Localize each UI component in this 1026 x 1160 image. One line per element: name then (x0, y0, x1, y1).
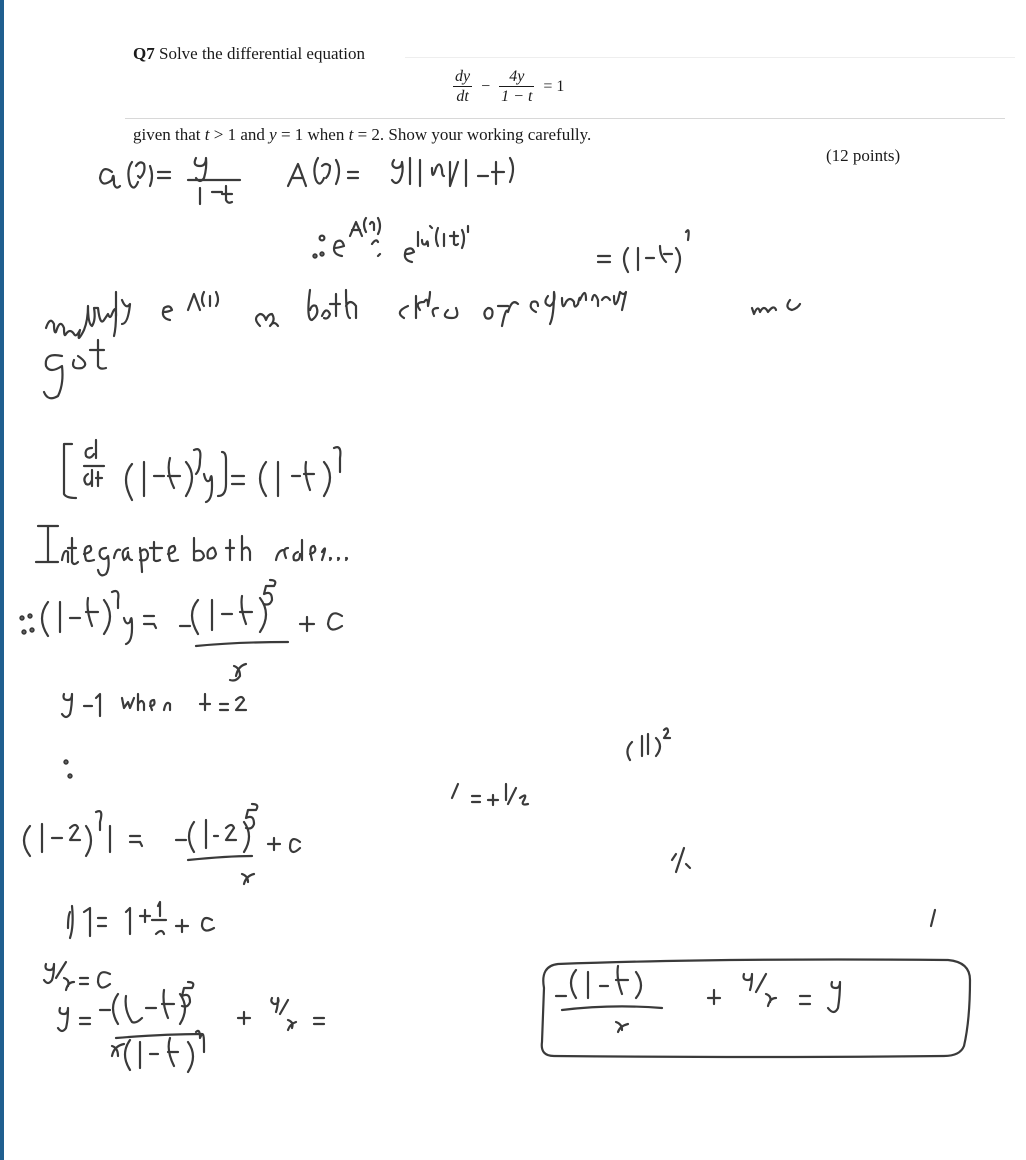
hw-line-cap-a-of-t (288, 158, 513, 186)
boxed-answer (542, 960, 970, 1058)
hw-line-a-of-t (100, 158, 240, 204)
denominator: 1 − t (501, 88, 533, 105)
cond-text: > 1 and (209, 125, 270, 144)
points-label: (12 points) (826, 146, 901, 165)
hw-line-derivative (64, 440, 340, 502)
hw-line-integrated (20, 580, 342, 681)
hw-line-multiply (46, 290, 800, 338)
equals-one: = 1 (543, 77, 565, 95)
numerator: dy (455, 68, 471, 85)
minus-sign: − (481, 77, 491, 95)
cond-var: y (269, 125, 277, 144)
cond-text: = 2. Show your working carefully. (353, 125, 592, 144)
cond-text: given that (133, 125, 205, 144)
hw-margin-note (452, 728, 935, 926)
cond-text: = 1 when (276, 125, 349, 144)
question-number: Q7 (133, 44, 155, 63)
hw-line-integrate (36, 526, 347, 575)
question-instruction: Solve the differential equation (158, 44, 365, 63)
hw-line-simplified (68, 902, 214, 938)
cond-var: t (348, 125, 354, 144)
hw-line-substitution-label (64, 760, 71, 777)
hw-line-solution (58, 982, 324, 1072)
hw-line-exponent (313, 218, 688, 272)
cond-var: t (204, 125, 210, 144)
hw-line-substituted (24, 804, 300, 884)
hw-line-initial-condition (62, 694, 246, 717)
hw-line-get (44, 340, 106, 398)
denominator: dt (456, 88, 469, 105)
hw-line-constant (44, 962, 110, 990)
numerator: 4y (499, 67, 534, 87)
